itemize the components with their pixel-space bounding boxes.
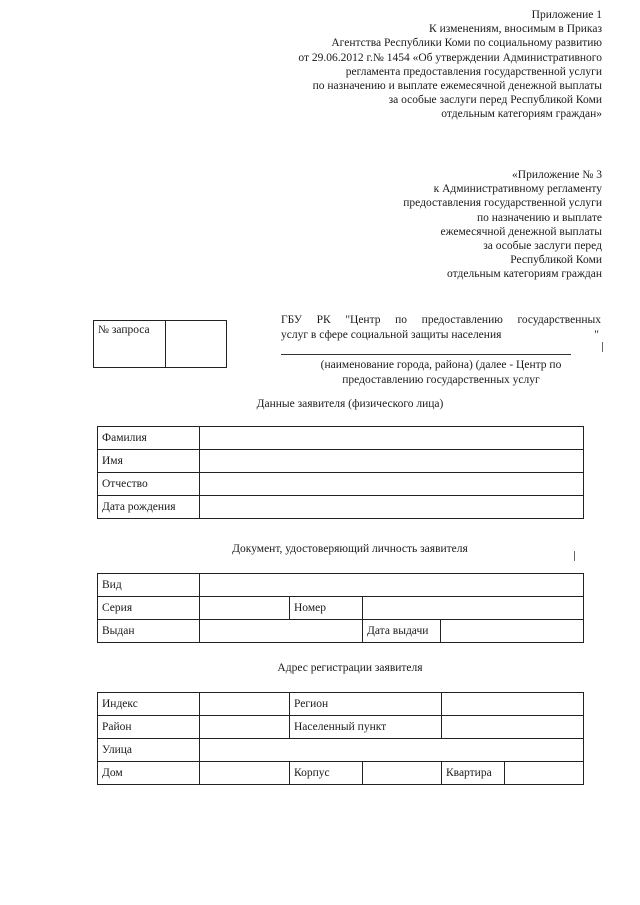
- doc-series-label: Серия: [98, 597, 200, 620]
- table-row: [98, 762, 584, 785]
- appendix1-line: по назначению и выплате ежемесячной денежной выплаты: [312, 80, 602, 93]
- table-row: [98, 597, 584, 620]
- appendix1-line: регламента предоставления государственной услуги: [345, 65, 602, 78]
- scan-mark: [602, 342, 603, 352]
- table-row: [98, 427, 584, 450]
- doc-number-label: Номер: [290, 597, 363, 620]
- center-quote: ": [594, 328, 599, 341]
- apartment-cell: [442, 762, 584, 785]
- birthdate-label: Дата рождения: [98, 496, 200, 519]
- appendix3-header: [403, 168, 602, 282]
- table-row: [98, 620, 584, 643]
- street-field[interactable]: [200, 739, 584, 762]
- document-table: [97, 573, 584, 643]
- patronymic-label: Отчество: [98, 473, 200, 496]
- center-note1: (наименование города, района) (далее - Центр по: [320, 359, 562, 371]
- appendix1-line: за особые заслуги перед Республикой Коми: [388, 94, 602, 107]
- doc-issue-date-label: Дата выдачи: [363, 620, 441, 642]
- house-field[interactable]: [200, 762, 290, 785]
- center-note2: предоставлению государственных услуг: [342, 373, 540, 386]
- table-row: [98, 574, 584, 597]
- region-label: Регион: [290, 693, 442, 716]
- patronymic-field[interactable]: [200, 473, 584, 496]
- appendix3-line: предоставления государственной услуги: [403, 197, 602, 210]
- birthdate-field[interactable]: [200, 496, 584, 519]
- locality-field[interactable]: [442, 716, 584, 739]
- table-row: [98, 473, 584, 496]
- doc-number-field[interactable]: [363, 597, 584, 620]
- appendix1-line: К изменениям, вносимым в Приказ: [429, 23, 602, 36]
- appendix1-line: Приложение 1: [531, 9, 602, 21]
- name-label: Имя: [98, 450, 200, 473]
- table-row: [98, 496, 584, 519]
- address-section-title: Адрес регистрации заявителя: [277, 662, 423, 674]
- name-field[interactable]: [200, 450, 584, 473]
- center-city-field[interactable]: [281, 344, 571, 355]
- appendix3-line: по назначению и выплате: [476, 211, 602, 224]
- building-label: Корпус: [290, 762, 363, 785]
- district-label: Район: [98, 716, 200, 739]
- doc-issue-date-wrap: [363, 620, 583, 642]
- request-number-field[interactable]: [166, 321, 226, 367]
- district-field[interactable]: [200, 716, 290, 739]
- street-label: Улица: [98, 739, 200, 762]
- doc-type-field[interactable]: [200, 574, 584, 597]
- doc-issue-date-cell: [363, 620, 584, 643]
- index-field[interactable]: [200, 693, 290, 716]
- region-field[interactable]: [442, 693, 584, 716]
- appendix1-line: от 29.06.2012 г.№ 1454 «Об утверждении Административного: [298, 51, 602, 64]
- surname-label: Фамилия: [98, 427, 200, 450]
- document-section-title: Документ, удостоверяющий личность заявителя: [232, 543, 468, 555]
- request-number-label: № запроса: [94, 321, 166, 367]
- appendix3-line: Республикой Коми: [510, 254, 602, 267]
- appendix3-line: «Приложение № 3: [512, 169, 602, 181]
- request-number-box: [93, 320, 227, 368]
- doc-series-field[interactable]: [200, 597, 290, 620]
- address-table: [97, 692, 584, 785]
- house-label: Дом: [98, 762, 200, 785]
- locality-label: Населенный пункт: [290, 716, 442, 739]
- table-row: [98, 739, 584, 762]
- center-organization: [281, 313, 601, 387]
- building-field[interactable]: [363, 762, 442, 785]
- table-row: [98, 716, 584, 739]
- applicant-section-title: Данные заявителя (физического лица): [256, 398, 444, 410]
- appendix3-line: отдельным категориям граждан: [447, 268, 602, 281]
- doc-type-label: Вид: [98, 574, 200, 597]
- table-row: [98, 693, 584, 716]
- appendix1-line: отдельным категориям граждан»: [441, 108, 602, 121]
- surname-field[interactable]: [200, 427, 584, 450]
- appendix1-line: Агентства Республики Коми по социальному развитию: [331, 37, 602, 50]
- appendix3-line: ежемесячной денежной выплаты: [440, 225, 602, 238]
- index-label: Индекс: [98, 693, 200, 716]
- center-line1: ГБУ РК "Центр по предоставлению государственных: [281, 314, 601, 326]
- appendix3-line: к Административному регламенту: [433, 183, 602, 196]
- appendix1-header: [298, 8, 602, 122]
- table-row: [98, 450, 584, 473]
- scan-mark: [574, 551, 575, 561]
- applicant-table: [97, 426, 584, 519]
- center-line2: услуг в сфере социальной защиты населения ": [281, 328, 599, 341]
- doc-issued-label: Выдан: [98, 620, 200, 643]
- appendix3-line: за особые заслуги перед: [483, 240, 602, 253]
- apartment-label: Квартира: [442, 762, 505, 784]
- doc-issued-field[interactable]: [200, 620, 363, 643]
- apartment-wrap: [442, 762, 583, 784]
